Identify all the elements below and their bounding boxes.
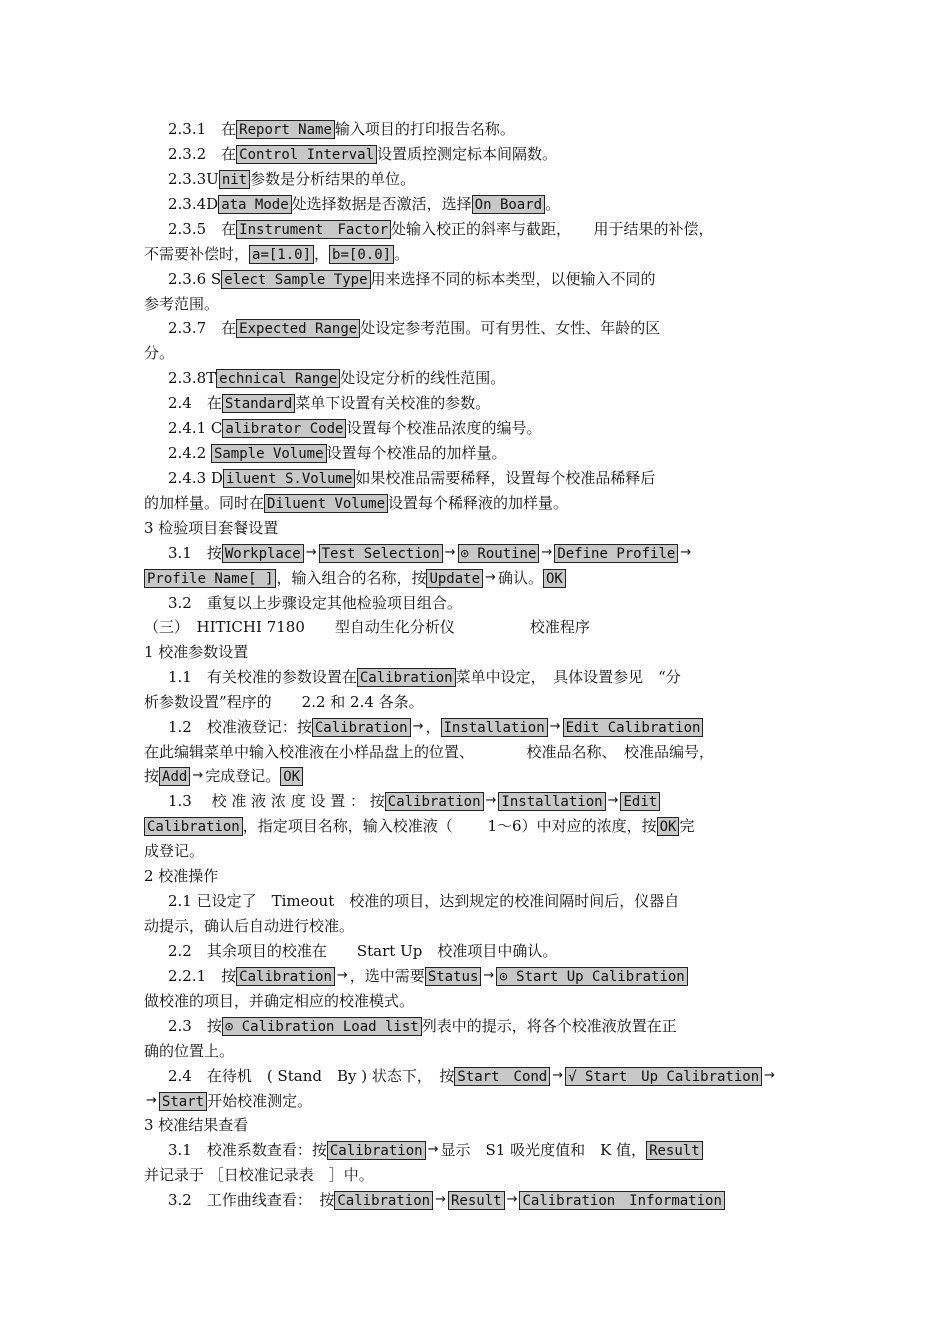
text-segment: 做校准的项目，并确定相应的校准模式。	[144, 992, 415, 1010]
menu-button[interactable]: √ Start Up Calibration	[565, 1067, 762, 1086]
text-segment: 2.3.7 在	[168, 319, 237, 337]
menu-button[interactable]: OK	[280, 767, 303, 786]
text-segment: 3 检验项目套餐设置	[144, 519, 279, 537]
text-line	[144, 740, 714, 762]
text-segment: 2.4.3 D	[168, 469, 223, 487]
text-segment: 。	[394, 245, 410, 263]
text-segment: 列表中的提示，将各个校准液放置在正	[421, 1017, 677, 1035]
arrow-icon: →	[680, 545, 692, 560]
menu-button[interactable]: echnical Range	[216, 369, 340, 388]
menu-button[interactable]: Update	[426, 569, 483, 588]
text-line	[144, 491, 568, 513]
text-segment: 设置每个校准品的加样量。	[326, 444, 507, 462]
menu-button[interactable]: Status	[425, 967, 482, 986]
arrow-icon: →	[549, 719, 561, 734]
text-segment: 2.3.1 在	[168, 120, 237, 138]
text-segment: 处设定参考范围。可有男性、女性、年龄的区	[360, 319, 661, 337]
menu-button[interactable]: Report Name	[236, 120, 335, 139]
text-line	[144, 914, 354, 936]
text-segment: （三） HITICHI 7180 型自动生化分析仪 校准程序	[144, 618, 590, 636]
text-segment: 显示 S1 吸光度值和 K 值，	[440, 1141, 647, 1159]
menu-button[interactable]: Add	[159, 767, 190, 786]
menu-button[interactable]: Calibration	[236, 967, 335, 986]
text-line	[168, 192, 560, 214]
arrow-icon: →	[412, 719, 424, 734]
arrow-icon: →	[305, 545, 317, 560]
menu-button[interactable]: Edit	[620, 792, 660, 811]
text-line	[168, 366, 505, 388]
text-segment: 2.3.6 S	[168, 270, 222, 288]
text-segment: 2.4 在待机 ( Stand By ) 状态下， 按	[168, 1067, 455, 1085]
text-segment: 2.1 已设定了 Timeout 校准的项目，达到规定的校准间隔时间后，仪器自	[168, 892, 680, 910]
menu-button[interactable]: OK	[543, 569, 566, 588]
text-segment: 确的位置上。	[144, 1042, 235, 1060]
text-line	[144, 1089, 312, 1111]
menu-button[interactable]: Calibration	[334, 1191, 433, 1210]
menu-button[interactable]: Standard	[222, 394, 295, 413]
text-segment: ，输入组合的名称，按	[276, 569, 427, 587]
text-segment: 参数是分析结果的单位。	[250, 170, 416, 188]
arrow-icon: →	[427, 1142, 439, 1157]
menu-button[interactable]: Result	[646, 1141, 703, 1160]
text-line	[168, 1064, 777, 1086]
text-segment: ，	[314, 245, 330, 263]
text-line	[144, 690, 424, 712]
text-segment: 菜单下设置有关校准的参数。	[295, 394, 491, 412]
arrow-icon: →	[146, 1093, 157, 1108]
menu-button[interactable]: nit	[219, 170, 250, 189]
text-line	[144, 292, 219, 314]
menu-button[interactable]: Calibration	[357, 668, 456, 687]
text-segment: 析参数设置”程序的 2.2 和 2.4 各条。	[144, 693, 424, 711]
text-segment: 2.4.2	[168, 444, 211, 462]
arrow-icon: →	[541, 545, 553, 560]
text-segment: 动提示，确认后自动进行校准。	[144, 917, 355, 935]
text-line	[144, 516, 278, 538]
text-segment: ，	[425, 718, 441, 736]
menu-button[interactable]: Instrument Factor	[236, 220, 391, 239]
text-segment: 菜单中设定， 具体设置参见 “分	[455, 668, 681, 686]
text-segment: 3 校准结果查看	[144, 1116, 249, 1134]
text-segment: 设置每个稀释液的加样量。	[388, 494, 569, 512]
text-segment: 成登记。	[144, 842, 205, 860]
text-line	[168, 391, 490, 413]
text-line	[144, 341, 174, 363]
arrow-icon: →	[506, 1192, 518, 1207]
text-segment: 设置质控测定标本间隔数。	[377, 145, 558, 163]
menu-button[interactable]: Calibration	[144, 817, 243, 836]
menu-button[interactable]: OK	[657, 817, 680, 836]
text-line	[168, 416, 541, 438]
text-segment: 开始校准测定。	[207, 1092, 313, 1110]
text-line	[144, 566, 566, 588]
menu-button[interactable]: iluent S.Volume	[223, 469, 355, 488]
menu-button[interactable]: Start	[159, 1092, 207, 1111]
text-line	[168, 217, 714, 239]
text-line	[168, 441, 507, 463]
menu-button[interactable]: Result	[448, 1191, 505, 1210]
text-segment: 2.3.3U	[168, 170, 219, 188]
text-segment: 2.2.1 按	[168, 967, 237, 985]
text-segment: 确认。	[497, 569, 543, 587]
text-segment: 在此编辑菜单中输入校准液在小样品盘上的位置、 校准品名称、 校准品编号，	[144, 743, 715, 761]
text-line	[168, 267, 656, 289]
text-segment: 1.3 校 准 液 浓 度 设 置 ： 按	[168, 792, 385, 810]
menu-button[interactable]: Sample Volume	[211, 444, 327, 463]
arrow-icon: →	[764, 1068, 776, 1083]
text-line	[168, 541, 693, 563]
text-segment: 2.3.5 在	[168, 220, 237, 238]
text-segment: 的加样量。同时在	[144, 494, 265, 512]
arrow-icon: →	[485, 793, 497, 808]
text-line	[144, 1113, 248, 1135]
text-line	[168, 316, 660, 338]
text-segment: ，指定项目名称，输入校准液（ 1～6）中对应的浓度，按	[242, 817, 657, 835]
text-segment: 2.3.4D	[168, 195, 219, 213]
text-segment: 参考范围。	[144, 295, 220, 313]
text-segment: 完成登记。	[205, 767, 281, 785]
arrow-icon: →	[435, 1192, 446, 1207]
text-line	[168, 591, 462, 613]
menu-button[interactable]: elect Sample Type	[221, 270, 370, 289]
menu-button[interactable]: Workplace	[222, 544, 304, 563]
text-line	[168, 466, 655, 488]
text-segment: 1 校准参数设置	[144, 643, 249, 661]
text-segment: 2.3.2 在	[168, 145, 237, 163]
arrow-icon: →	[444, 545, 456, 560]
text-segment: 3.1 按	[168, 544, 222, 562]
text-line	[144, 242, 409, 264]
menu-button[interactable]: ⊙ Routine	[458, 544, 540, 563]
menu-button[interactable]: Profile Name[ ]	[144, 569, 276, 588]
text-line	[168, 142, 557, 164]
text-segment: 。	[545, 195, 561, 213]
text-line	[144, 615, 590, 637]
menu-button[interactable]: Calibration	[327, 1141, 426, 1160]
text-line	[168, 889, 679, 911]
text-line	[144, 864, 218, 886]
text-line	[144, 814, 694, 836]
text-line	[168, 715, 703, 737]
text-segment: ，选中需要	[349, 967, 425, 985]
menu-button[interactable]: Calibration	[385, 792, 484, 811]
text-segment: 不需要补偿时，	[144, 245, 250, 263]
arrow-icon: →	[336, 968, 348, 983]
menu-button[interactable]: ⊙ Calibration Load list	[222, 1017, 422, 1036]
text-segment: 如果校准品需要稀释，设置每个校准品稀释后	[355, 469, 656, 487]
text-segment: 1.2 校准液登记：按	[168, 718, 312, 736]
menu-button[interactable]: b=[0.0]	[329, 245, 394, 264]
menu-button[interactable]: a=[1.0]	[249, 245, 314, 264]
text-segment: 3.2 工作曲线查看： 按	[168, 1191, 335, 1209]
text-line	[168, 167, 415, 189]
text-line	[144, 1039, 234, 1061]
menu-button[interactable]: ata Mode	[218, 195, 291, 214]
text-segment: 3.1 校准系数查看：按	[168, 1141, 327, 1159]
menu-button[interactable]: Control Interval	[236, 145, 377, 164]
text-line	[168, 1188, 725, 1210]
menu-button[interactable]: Calibration Information	[519, 1191, 724, 1210]
menu-button[interactable]: Installation	[441, 718, 548, 737]
text-segment: 2.4.1 C	[168, 419, 223, 437]
text-segment: 2.3.8T	[168, 369, 217, 387]
text-segment: 用来选择不同的标本类型，以便输入不同的	[370, 270, 656, 288]
text-segment: 1.1 有关校准的参数设置在	[168, 668, 357, 686]
menu-button[interactable]: Expected Range	[236, 319, 360, 338]
menu-button[interactable]: Test Selection	[319, 544, 443, 563]
text-segment: 处输入校正的斜率与截距， 用于结果的补偿，	[391, 220, 714, 238]
text-segment: 处设定分析的线性范围。	[340, 369, 506, 387]
arrow-icon: →	[483, 968, 495, 983]
text-line	[144, 764, 303, 786]
menu-button[interactable]: ⊙ Start Up Calibration	[496, 967, 687, 986]
text-line	[168, 1014, 677, 1036]
arrow-icon: →	[552, 1068, 564, 1083]
text-segment: 2.3 按	[168, 1017, 222, 1035]
text-segment: 2.2 其余项目的校准在 Start Up 校准项目中确认。	[168, 942, 558, 960]
menu-button[interactable]: Installation	[498, 792, 605, 811]
text-segment: 并记录于 ［日校准记录表 ］中。	[144, 1166, 374, 1184]
menu-button[interactable]: Calibration	[312, 718, 411, 737]
menu-button[interactable]: alibrator Code	[222, 419, 346, 438]
text-line	[168, 789, 660, 811]
text-segment: 2.4 在	[168, 394, 222, 412]
text-segment: 完	[679, 817, 695, 835]
text-line	[144, 640, 248, 662]
text-segment: 按	[144, 767, 160, 785]
text-line	[168, 665, 681, 687]
menu-button[interactable]: Edit Calibration	[563, 718, 704, 737]
text-line	[144, 839, 204, 861]
text-segment: 分。	[144, 344, 175, 362]
text-segment: 设置每个校准品浓度的编号。	[346, 419, 542, 437]
menu-button[interactable]: Start Cond	[454, 1067, 550, 1086]
text-line	[168, 939, 557, 961]
menu-button[interactable]: Diluent Volume	[264, 494, 388, 513]
text-line	[144, 989, 414, 1011]
text-line	[168, 1138, 703, 1160]
text-segment: 3.2 重复以上步骤设定其他检验项目组合。	[168, 594, 462, 612]
text-segment: 处选择数据是否激活，选择	[291, 195, 472, 213]
text-line	[168, 964, 688, 986]
text-segment: 输入项目的打印报告名称。	[334, 120, 515, 138]
text-line	[144, 1163, 374, 1185]
text-segment: 2 校准操作	[144, 867, 219, 885]
menu-button[interactable]: On Board	[472, 195, 545, 214]
arrow-icon: →	[192, 768, 204, 783]
arrow-icon: →	[607, 793, 619, 808]
text-line	[168, 117, 515, 139]
menu-button[interactable]: Define Profile	[554, 544, 678, 563]
arrow-icon: →	[485, 570, 496, 585]
